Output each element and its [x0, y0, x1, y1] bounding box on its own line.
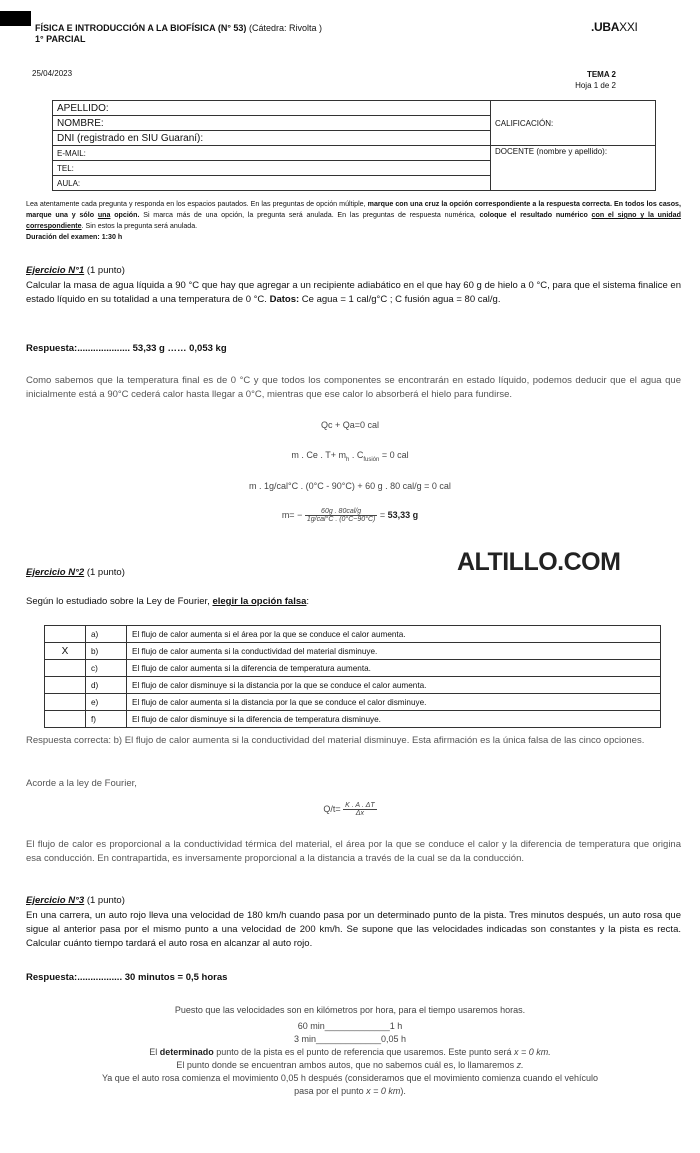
nombre-field[interactable]: NOMBRE: [53, 116, 491, 131]
email-field[interactable]: E-MAIL: [53, 146, 491, 161]
option-row[interactable]: a) El flujo de calor aumenta si el área por la que se conduce el calor aumenta. [45, 626, 661, 643]
student-id-table [52, 100, 656, 191]
exam-subtitle: 1° PARCIAL [35, 34, 86, 44]
ej1-fraction: $\frac{\text{60g . 80cal/g}}{\text{1g/cal°C . (0°C−90°C)}}$ [306, 508, 376, 523]
exam-title [35, 23, 455, 45]
tema-block [575, 69, 616, 91]
ej3-answer: Respuesta:................. 30 minutos = 0,5 horas [26, 972, 228, 983]
ej1-heading: Ejercicio N°1 (1 punto) [26, 265, 125, 276]
ej3-solution: Puesto que las velocidades son en kilómetros por hora, para el tiempo usaremos horas. 60 min_____________1 h 3 min_____________0,05 h El determinado punto de la pista es el punto de referencia que usaremos. Este punto será x = 0 km. El punto donde se encuentran ambos autos, que no sabemos cuál es, lo llamaremos z. Ya que el auto rosa comienza el movimiento 0,05 h después (consideramos que el movimiento comienza cuando el vehículo pasa por el punto x = 0 km). [101, 1005, 599, 1096]
option-mark[interactable] [45, 694, 86, 711]
fourier-formula: Q/t= $\frac{K . A . \Delta T}{\Delta x}$ [323, 802, 375, 817]
ej1-answer: Respuesta:.................... 53,33 g …… 0,053 kg [26, 343, 227, 354]
tel-field[interactable]: TEL: [53, 161, 491, 176]
option-mark[interactable] [45, 711, 86, 728]
ej1-explanation: Como sabemos que la temperatura final es de 0 °C y que todos los componentes se encontrarán en estado líquido, podemos deducir que el agua que inicialmente está a 90°C cederá calor hasta llegar a 0°C, mientras que ese calor lo absorberá el hielo para fundirse. [26, 375, 681, 400]
ej1-eq4: m= − $\frac{\text{60g . 80cal/g}}{\text{1g/cal°C . (0°C−90°C)}}$ = 53,33 g [281, 508, 419, 523]
ej2-correct-answer: Respuesta correcta: b) El flujo de calor aumenta si la conductividad del material disminuye. Esta afirmación es la única falsa de las cinco opciones. [26, 735, 645, 746]
option-mark[interactable] [45, 660, 86, 677]
calificacion-field[interactable]: CALIFICACIÓN: [491, 101, 656, 146]
ej1-eq1: Qc + Qa=0 cal [320, 420, 380, 430]
tema-label: TEMA 2 [586, 70, 616, 79]
ej1-statement: Calcular la masa de agua líquida a 90 °C que hay que agregar a un recipiente adiabático en el que hay 60 g de hielo a 0 °C, para que el sistema finalice en estado líquido en su totalidad a una temperatura de 0 °C. Datos: Ce agua = 1 cal/g°C ; C fusión agua = 80 cal/g. [26, 280, 681, 305]
option-row[interactable]: f) El flujo de calor disminuye si la diferencia de temperatura disminuye. [45, 711, 661, 728]
ej3-statement: En una carrera, un auto rojo lleva una velocidad de 180 km/h cuando pasa por un determinado punto de la pista. Tres minutos después, un auto rosa que sigue al anterior pasa por el mismo punto a una velocidad de 200 km/h. Se supone que las velocidades indicadas son constantes y la pista es recta. Calcular cuánto tiempo tardará el auto rosa en alcanzar al auto rojo. [26, 910, 681, 949]
ej2-explanation: El flujo de calor es proporcional a la conductividad térmica del material, el área por la que se conduce el calor y la diferencia de temperatura que origina esa conducción. En contrapartida, es inversamente proporcional a la distancia a través de la cual se da la conducción. [26, 839, 681, 864]
ej1-eq3: m . 1g/cal°C . (0°C - 90°C) + 60 g . 80 cal/g = 0 cal [249, 481, 451, 491]
altillo-watermark: ALTILLO.COM [457, 548, 621, 576]
uba-logo: .UBAXXI [591, 20, 638, 34]
option-row[interactable]: X b) El flujo de calor aumenta si la conductividad del material disminuye. [45, 643, 661, 660]
aula-field[interactable]: AULA: [53, 176, 491, 191]
ej3-heading: Ejercicio N°3 (1 punto) [26, 895, 125, 906]
page-count: Hoja 1 de 2 [575, 81, 616, 90]
option-row[interactable]: d) El flujo de calor disminuye si la distancia por la que se conduce el calor aumenta. [45, 677, 661, 694]
instructions: Lea atentamente cada pregunta y responda en los espacios pautados. En las preguntas de opción múltiple, marque con una cruz la opción correspondiente a la respuesta correcta. En todos los casos, marque una y sólo una opción. Si marca más de una opción, la pregunta será anulada. En las preguntas de respuesta numérica, coloque el resultado numérico con el signo y la unidad correspondiente. Sin estos la pregunta será anulada. Duración del examen: 1:30 h [26, 200, 681, 241]
course-name: FÍSICA E INTRODUCCIÓN A LA BIOFÍSICA (N° 53) [35, 23, 247, 33]
catedra: (Cátedra: Rivolta ) [248, 23, 322, 33]
option-mark[interactable] [45, 677, 86, 694]
option-row[interactable]: e) El flujo de calor aumenta si la distancia por la que se conduce el calor disminuye. [45, 694, 661, 711]
header-black-block [0, 11, 31, 26]
option-row[interactable]: c) El flujo de calor aumenta si la diferencia de temperatura aumenta. [45, 660, 661, 677]
ej2-heading: Ejercicio N°2 (1 punto) [26, 567, 125, 578]
exam-duration: Duración del examen: 1:30 h [26, 233, 123, 241]
ej2-intro: Según lo estudiado sobre la Ley de Fourier, elegir la opción falsa: [26, 596, 310, 607]
dni-field[interactable]: DNI (registrado en SIU Guaraní): [53, 131, 491, 146]
exam-date: 25/04/2023 [32, 69, 73, 78]
ej2-fourier-intro: Acorde a la ley de Fourier, [26, 778, 137, 789]
docente-field[interactable]: DOCENTE (nombre y apellido): [491, 146, 656, 191]
ej2-options-table [44, 625, 661, 728]
option-mark[interactable] [45, 626, 86, 643]
apellido-field[interactable]: APELLIDO: [53, 101, 491, 116]
ej1-eq2: m . Ce . $T+ m_h$ . $C_{fusión} = 0$ cal [291, 450, 409, 463]
option-mark[interactable]: X [45, 643, 86, 660]
